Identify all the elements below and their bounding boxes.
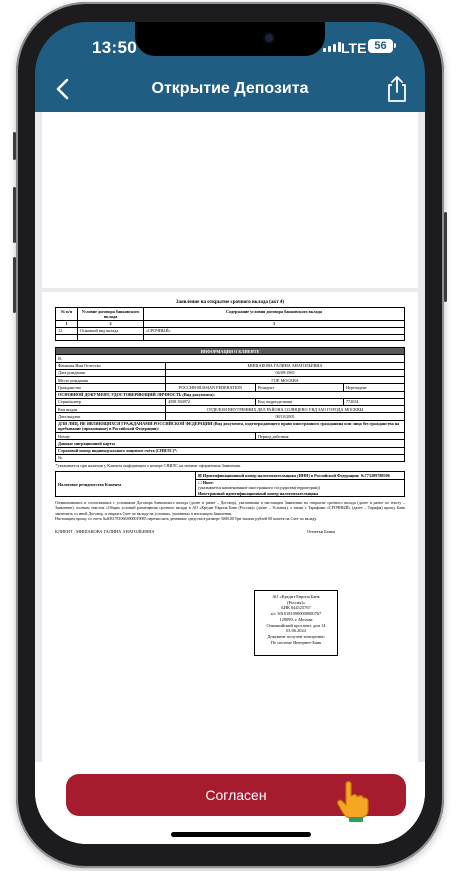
deposit-terms-table (55, 307, 405, 341)
nonresident-label: Нерезидент (343, 384, 404, 391)
table-index-2: 2 (78, 320, 144, 327)
other-country-note: (указывается наименование иностранного государства(территории)) (198, 485, 320, 491)
stamp-line: АО «Кредит Европа Банк (272, 594, 320, 599)
client-info-table (55, 347, 405, 468)
battery-icon: 56 (368, 39, 393, 53)
citizenship-label: Гражданство (56, 384, 166, 391)
tax-residency-table: Налоговое резидентство Клиента ☒ Идентификационный номер налогоплательщика (ИНН) в Российской Федерации: №773209780506 ☐ Иное: (указывается наименование иностранного государства(территории)) Иностранный идентификационный номер налогоплательщика (55, 471, 405, 497)
issue-date-value: 08/10/2005 (166, 413, 405, 420)
number-label: Номер (56, 433, 256, 440)
table-header-condition: Условие договора банковского вклада (78, 308, 144, 321)
period-label: Период действия (256, 433, 405, 440)
volume-up-button (13, 187, 16, 243)
bank-stamp (254, 590, 338, 656)
migration-card-label: Данные миграционной карты (56, 440, 405, 447)
nav-header (35, 72, 425, 112)
stamp-line: Документ получен электронно (267, 634, 325, 640)
document-page-blank (42, 112, 418, 288)
share-icon[interactable] (385, 75, 409, 103)
table-index-1: 1 (56, 320, 78, 327)
resident-label: Резидент (256, 384, 344, 391)
status-time: 13:50 (92, 38, 137, 57)
status-bar (35, 22, 425, 72)
home-indicator (171, 832, 311, 837)
id-document-heading: ОСНОВНОЙ ДОКУМЕНТ, УДОСТОВЕРЯЮЩИЙ ЛИЧНОСТЬ (Вид документа): (56, 391, 405, 398)
pob-label: Место рождения (56, 377, 166, 384)
power-button (444, 212, 447, 302)
pointing-hand-icon (335, 780, 371, 822)
other-label: Иное: (202, 480, 214, 485)
client-section-title: ИНФОРМАЦИЯ О КЛИЕНТЕ (56, 348, 405, 355)
network-label: LTE (341, 40, 367, 56)
stamp-line: (Россия)» (286, 599, 306, 605)
series-label: Серия/номер (56, 398, 166, 405)
inn-value: №773209780506 (360, 472, 390, 478)
snils-note: *указывается при наличии у Клиента информации о номере СНИЛС на момент оформления Заявления. (55, 462, 241, 468)
client-signature-label: КЛИЕНТ : МИШАКОВА ГАЛИНА АНАТОЛЬЕВНА (55, 529, 155, 534)
volume-down-button (13, 257, 16, 313)
tax-residency-label: Налоговое резидентство Клиента (56, 472, 196, 497)
bank-marks-label: Отметки Банка (306, 529, 335, 534)
code-label: Код подразделения (256, 398, 344, 405)
table-cell-num: 12. (56, 327, 78, 334)
stamp-line: 129090, г. Москва (279, 616, 313, 622)
stamp-line: 03.06.2024 (286, 628, 306, 634)
signal-icon (323, 42, 341, 52)
stamp-line: БИК 044525767 (281, 605, 311, 611)
snils-number: № (56, 454, 405, 461)
document-page (42, 292, 418, 762)
issue-date-label: Дата выдачи (56, 413, 166, 420)
snils-label: Страховой номер индивидуального лицевого счёта (СНИЛС)*: (56, 447, 405, 454)
signature-row (55, 529, 405, 534)
citizenship-value: РОССИЯ-RUSSIAN FEDERATION (166, 384, 256, 391)
issued-by-value: ОТДЕЛОМ ВНУТРЕННИХ ДЕЛ РАЙОНА СОЛНЦЕВО УВД ЗАО ГОРОДА МОСКВЫ (166, 406, 405, 413)
inn-label: Идентификационный номер налогоплательщика (ИНН) в Российской Федерации: (202, 472, 360, 478)
fio-value: МИШАКОВА ГАЛИНА АНАТОЛЬЕВНА (166, 362, 405, 369)
document-viewer[interactable] (35, 112, 425, 844)
pob-value: ГОР. МОСКВА (166, 377, 405, 384)
notch (135, 22, 325, 56)
table-row (56, 327, 405, 334)
table-cell-content: «СРОЧНЫЙ» (144, 327, 405, 334)
foreign-doc-heading: ДЛЯ ЛИЦ, НЕ ЯВЛЯЮЩИХСЯ ГРАЖДАНАМИ РОССИЙСКОЙ ФЕДЕРАЦИИ (Вид документа, подтверждающего право иностранного гражданина или лица без гражданства на пребывание (проживание) в Российской Федерации): (56, 420, 405, 433)
agree-button[interactable]: Согласен (66, 774, 406, 816)
table-cell-condition: Основной вид вклада (78, 327, 144, 334)
client-ya: Я, (56, 355, 405, 362)
table-index-3: 3 (144, 320, 405, 327)
stamp-line: Олимпийский проспект, дом 14 (266, 622, 326, 628)
table-header-num: № п/п (56, 308, 78, 321)
mute-switch (13, 132, 16, 160)
battery-tip (394, 43, 396, 48)
document-title: Заявление на открытие срочного вклада (акт 4) (175, 300, 285, 305)
stamp-line: к/с 30101810900000000767 (270, 611, 322, 617)
phone-screen (35, 22, 425, 844)
dob-value: 04/09/1965 (166, 369, 405, 376)
series-value: 4508 384972 (166, 398, 256, 405)
page-title: Открытие Депозита (151, 80, 309, 97)
table-header-content: Содержание условия договора банковского вклада (144, 308, 405, 321)
dob-label: Дата рождения (56, 369, 166, 376)
camera-icon (263, 32, 275, 44)
agreement-paragraph: Ознакомившись и согласившись с условиями Договора банковского вклада (далее и ранее – Договор), указанными в настоящем Заявлении на открытие срочного вклада (далее и ранее по тексту – Заявление), полным текстом «Общих условий размещения срочного вклада в АО «Кредит Европа Банк (Россия)» (далее – Условия), а также с Тарифами «СРОЧНЫЙ» (далее – Тарифы) прошу Банк заключить со мной Договор, и открыть Счет по вкладу на условиях, указанных в настоящем Заявлении. (55, 500, 405, 516)
transfer-paragraph: Настоящим прошу со счета №40817810663900019085 перечислить денежные средства в размере 3000.00 Три тысячи рублей 00 копеек на Счет по вкладу. (55, 515, 317, 521)
fio-label: Фамилия Имя Отчество (56, 362, 166, 369)
issued-by-label: Кем выдан (56, 406, 166, 413)
foreign-tin-label: Иностранный идентификационный номер налогоплательщика (198, 490, 319, 496)
code-value: 772034 (343, 398, 404, 405)
stamp-line: По системе Интернет-Банк (270, 639, 322, 645)
